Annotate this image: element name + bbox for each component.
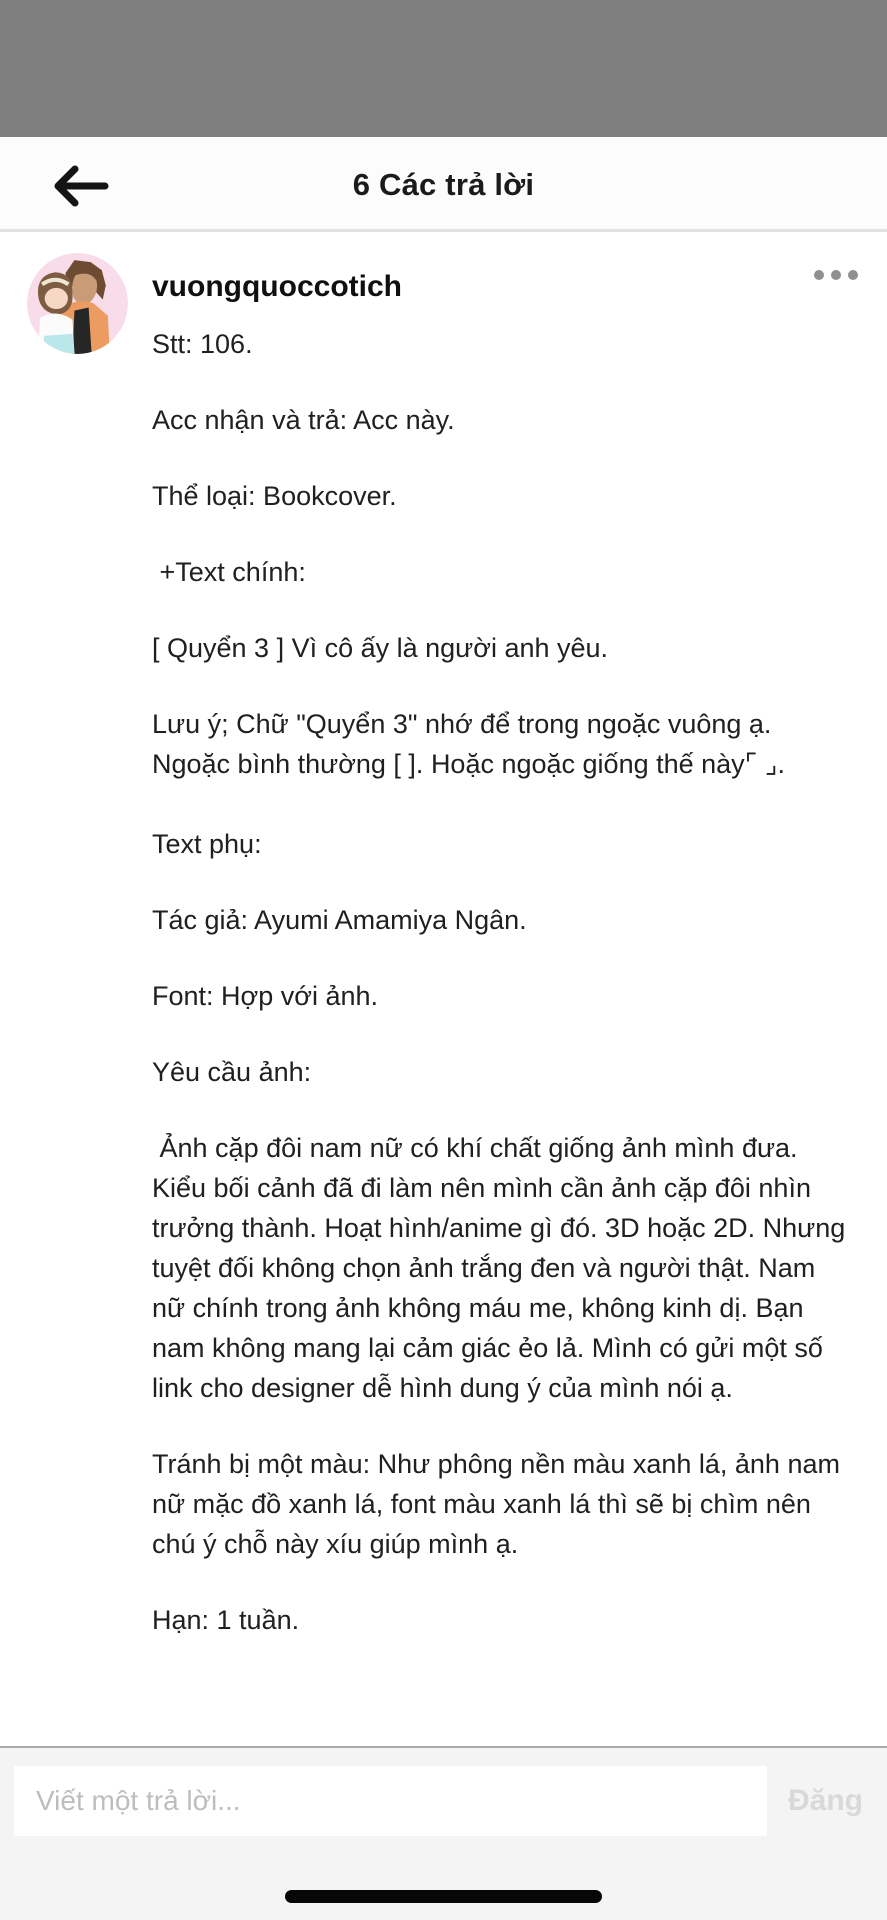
post-paragraph: Font: Hợp với ảnh. xyxy=(152,981,379,1011)
post-paragraph: Tác giả: Ayumi Amamiya Ngân. xyxy=(152,905,527,935)
post-card xyxy=(0,235,887,1746)
status-bar-overlay xyxy=(0,0,887,137)
post-paragraph: Stt: 106. xyxy=(152,329,253,359)
post-body xyxy=(152,324,853,1640)
post-paragraph: Tránh bị một màu: Như phông nền màu xanh lá, ảnh nam nữ mặc đồ xanh lá, font màu xanh lá thì sẽ bị chìm nên chú ý chỗ này xíu giúp mình ạ. xyxy=(152,1449,848,1559)
reply-input[interactable] xyxy=(14,1766,767,1836)
post-paragraph: +Text chính: xyxy=(152,557,306,587)
post-paragraph: Lưu ý; Chữ "Quyển 3" nhớ để trong ngoặc vuông ạ. Ngoặc bình thường [ ]. Hoặc ngoặc giống thế này⌜ ⌟. xyxy=(152,709,785,779)
post-paragraph: [ Quyển 3 ] Vì cô ấy là người anh yêu. xyxy=(152,633,609,663)
post-paragraph: Text phụ: xyxy=(152,829,262,859)
nav-header xyxy=(0,137,887,232)
anime-couple-avatar-image xyxy=(27,253,128,354)
post-username[interactable]: vuongquoccotich xyxy=(152,270,402,303)
post-paragraph: Yêu cầu ảnh: xyxy=(152,1057,312,1087)
post-paragraph: Ảnh cặp đôi nam nữ có khí chất giống ảnh mình đưa. Kiểu bối cảnh đã đi làm nên mình cần ảnh cặp đôi nhìn trưởng thành. Hoạt hình/anime gì đó. 3D hoặc 2D. Nhưng tuyệt đối không chọn ảnh trắng đen và người thật. Nam nữ chính trong ảnh không máu me, không kinh dị. Bạn nam không mang lại cảm giác ẻo lả. Mình có gửi một số link cho designer dễ hình dung ý của mình nói ạ. xyxy=(152,1133,853,1403)
more-options-button[interactable] xyxy=(810,263,862,287)
post-paragraph: Acc nhận và trả: Acc này. xyxy=(152,405,455,435)
post-paragraph: Hạn: 1 tuần. xyxy=(152,1605,300,1635)
avatar[interactable] xyxy=(27,253,128,354)
more-options-icon xyxy=(814,270,824,280)
home-indicator[interactable] xyxy=(285,1890,602,1903)
page-title: 6 Các trả lời xyxy=(352,166,535,202)
submit-reply-button[interactable]: Đăng xyxy=(788,1776,863,1826)
post-paragraph: Thể loại: Bookcover. xyxy=(152,481,397,511)
reply-composer-bar xyxy=(0,1746,887,1920)
